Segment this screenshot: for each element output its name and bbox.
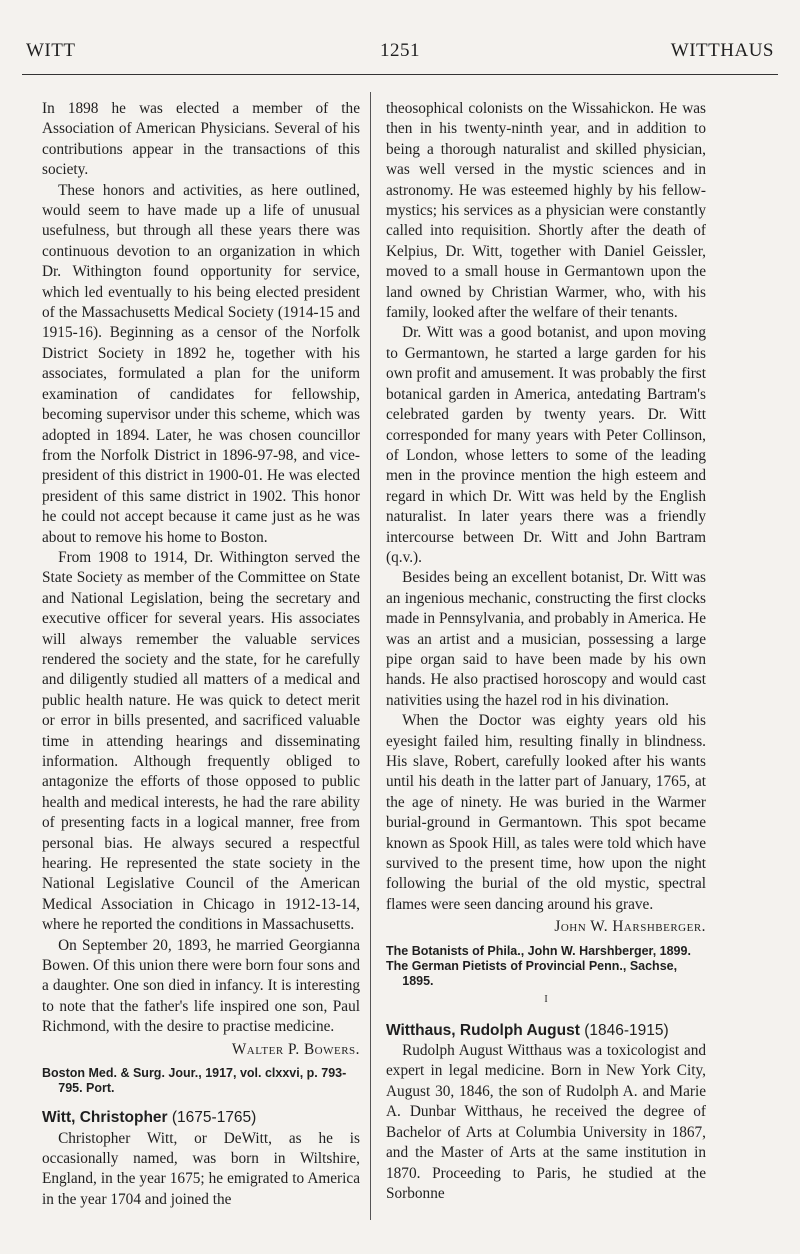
- paragraph: Christopher Witt, or DeWitt, as he is occasionally named, was born in Wiltshire, England, in the year 1675; he emigrated to America in the year 1704 and joined the: [42, 1129, 360, 1208]
- author-signature: John W. Harshberger.: [554, 918, 706, 936]
- right-column: [386, 99, 706, 1204]
- page-header: [22, 40, 778, 74]
- left-column: [42, 99, 360, 1210]
- paragraph: Besides being an excellent botanist, Dr. Witt was an ingenious mechanic, constructing the first clocks made in Pennsylvania, and probably in America. He was an artist and a musician, possessing a large pipe organ said to have been made by his own hands. He also practised horoscopy and would cast nativities using the hazel rod in his divination.: [386, 569, 706, 709]
- running-head-right: WITTHAUS: [670, 40, 774, 61]
- paragraph: These honors and activities, as here outlined, would seem to have made up a life of unusual usefulness, but through all these years there was continuous devotion to an organization in which Dr. Withington found opportunity for service, which led eventually to his being elected president of the Massachusetts Medical Society (1914-15 and 1915-16). Beginning as a censor of the Norfolk District Society in 1892 he, together with his associates, formulated a plan for the uniform examination of candidates for fellowship, becoming supervisor under this scheme, which was adopted in 1894. Later, he was chosen councillor from the Norfolk District in 1896-97-98, and vice-president of this district in 1900-01. He was elected president of this same district in 1902. This honor he could not accept because it came just as he was about to remove his home to Boston.: [42, 181, 360, 546]
- reference-line: The Botanists of Phila., John W. Harshberger, 1899.: [386, 943, 691, 958]
- references: [42, 1066, 360, 1096]
- printer-mark: I: [544, 993, 548, 1005]
- column-divider: [370, 92, 371, 1220]
- paragraph: In 1898 he was elected a member of the Association of American Physicians. Several of his contributions appear in the transactions of this society.: [42, 100, 360, 179]
- paragraph: When the Doctor was eighty years old his eyesight failed him, resulting finally in blindness. His slave, Robert, carefully looked after his wants until his death in the latter part of January, 1765, at the age of ninety. He was buried in the Warmer burial-ground in Germantown. This spot became known as Spook Hill, as tales were told which have survived to the present time, how upon the night following the burial of the old mystic, spectral flames were seen dancing around his grave.: [386, 712, 706, 913]
- paragraph: theosophical colonists on the Wissahickon. He was then in his twenty-ninth year, and in addition to being a thorough naturalist and skilled physician, was well versed in the mystic sciences and in astronomy. He was esteemed highly by his fellow-mystics; his services as a physician were constantly called into requisition. Shortly after the death of Kelpius, Dr. Witt, together with Daniel Geissler, moved to a small house in Germantown upon the land owned by Christian Warmer, who, with his family, looked after the welfare of their tenants.: [386, 100, 706, 322]
- entry-heading: [386, 1021, 706, 1041]
- paragraph: On September 20, 1893, he married Georgianna Bowen. Of this union there were born four sons and a daughter. One son died in infancy. It is interesting to note that the father's life inspired one son, Paul Richmond, with the desire to practise medicine.: [42, 936, 360, 1036]
- reference-line: The German Pietists of Provincial Penn., Sachse, 1895.: [386, 958, 678, 988]
- author-signature: Walter P. Bowers.: [231, 1040, 360, 1058]
- references: [386, 944, 706, 989]
- paragraph: Rudolph August Witthaus was a toxicologist and expert in legal medicine. Born in New York City, August 30, 1846, the son of Rudolph A. and Marie A. Dunbar Witthaus, he received the degree of Bachelor of Arts at Columbia University in 1867, and the Master of Arts at the same institution in 1870. Proceeding to Paris, he studied at the Sorbonne: [386, 1042, 706, 1202]
- entry-dates: (1846-1915): [584, 1021, 669, 1039]
- running-head-left: WITT: [26, 40, 76, 61]
- paragraph: Dr. Witt was a good botanist, and upon moving to Germantown, he started a large garden for his own profit and amusement. It was probably the first botanical garden in America, antedating Bartram's celebrated garden by twenty years. Dr. Witt corresponded for many years with Peter Collinson, of London, whose letters to some of the leading men in the province mention the high esteem and regard in which Dr. Witt was held by the English naturalist. In later years there was a friendly intercourse between Dr. Witt and John Bartram (q.v.).: [386, 324, 706, 566]
- entry-name: Witt, Christopher: [42, 1109, 168, 1127]
- paragraph: From 1908 to 1914, Dr. Withington served the State Society as member of the Committee on State and National Legislation, being the secretary and executive officer for several years. His associates will always remember the valuable services rendered the society and the state, for he carefully and diligently studied all matters of a medical and public health nature. He was quick to detect merit or error in bills presented, and sacrificed valuable time in attending hearings and disseminating information. Although frequently obliged to antagonize the efforts of those opposed to public health and medical interests, he had the rare ability of presenting facts in a logical manner, free from personal bias. He always secured a respectful hearing. He represented the state society in the National Legislative Council of the American Medical Association in Chicago in 1912-13-14, where he reported the conditions in Massachusetts.: [42, 548, 360, 934]
- entry-name: Witthaus, Rudolph August: [386, 1021, 580, 1039]
- entry-heading: [42, 1108, 360, 1128]
- reference-line: Boston Med. & Surg. Jour., 1917, vol. clxxvi, p. 793-795. Port.: [42, 1066, 347, 1096]
- entry-dates: (1675-1765): [171, 1109, 257, 1127]
- page-number: 1251: [380, 40, 420, 61]
- header-rule: [22, 74, 778, 75]
